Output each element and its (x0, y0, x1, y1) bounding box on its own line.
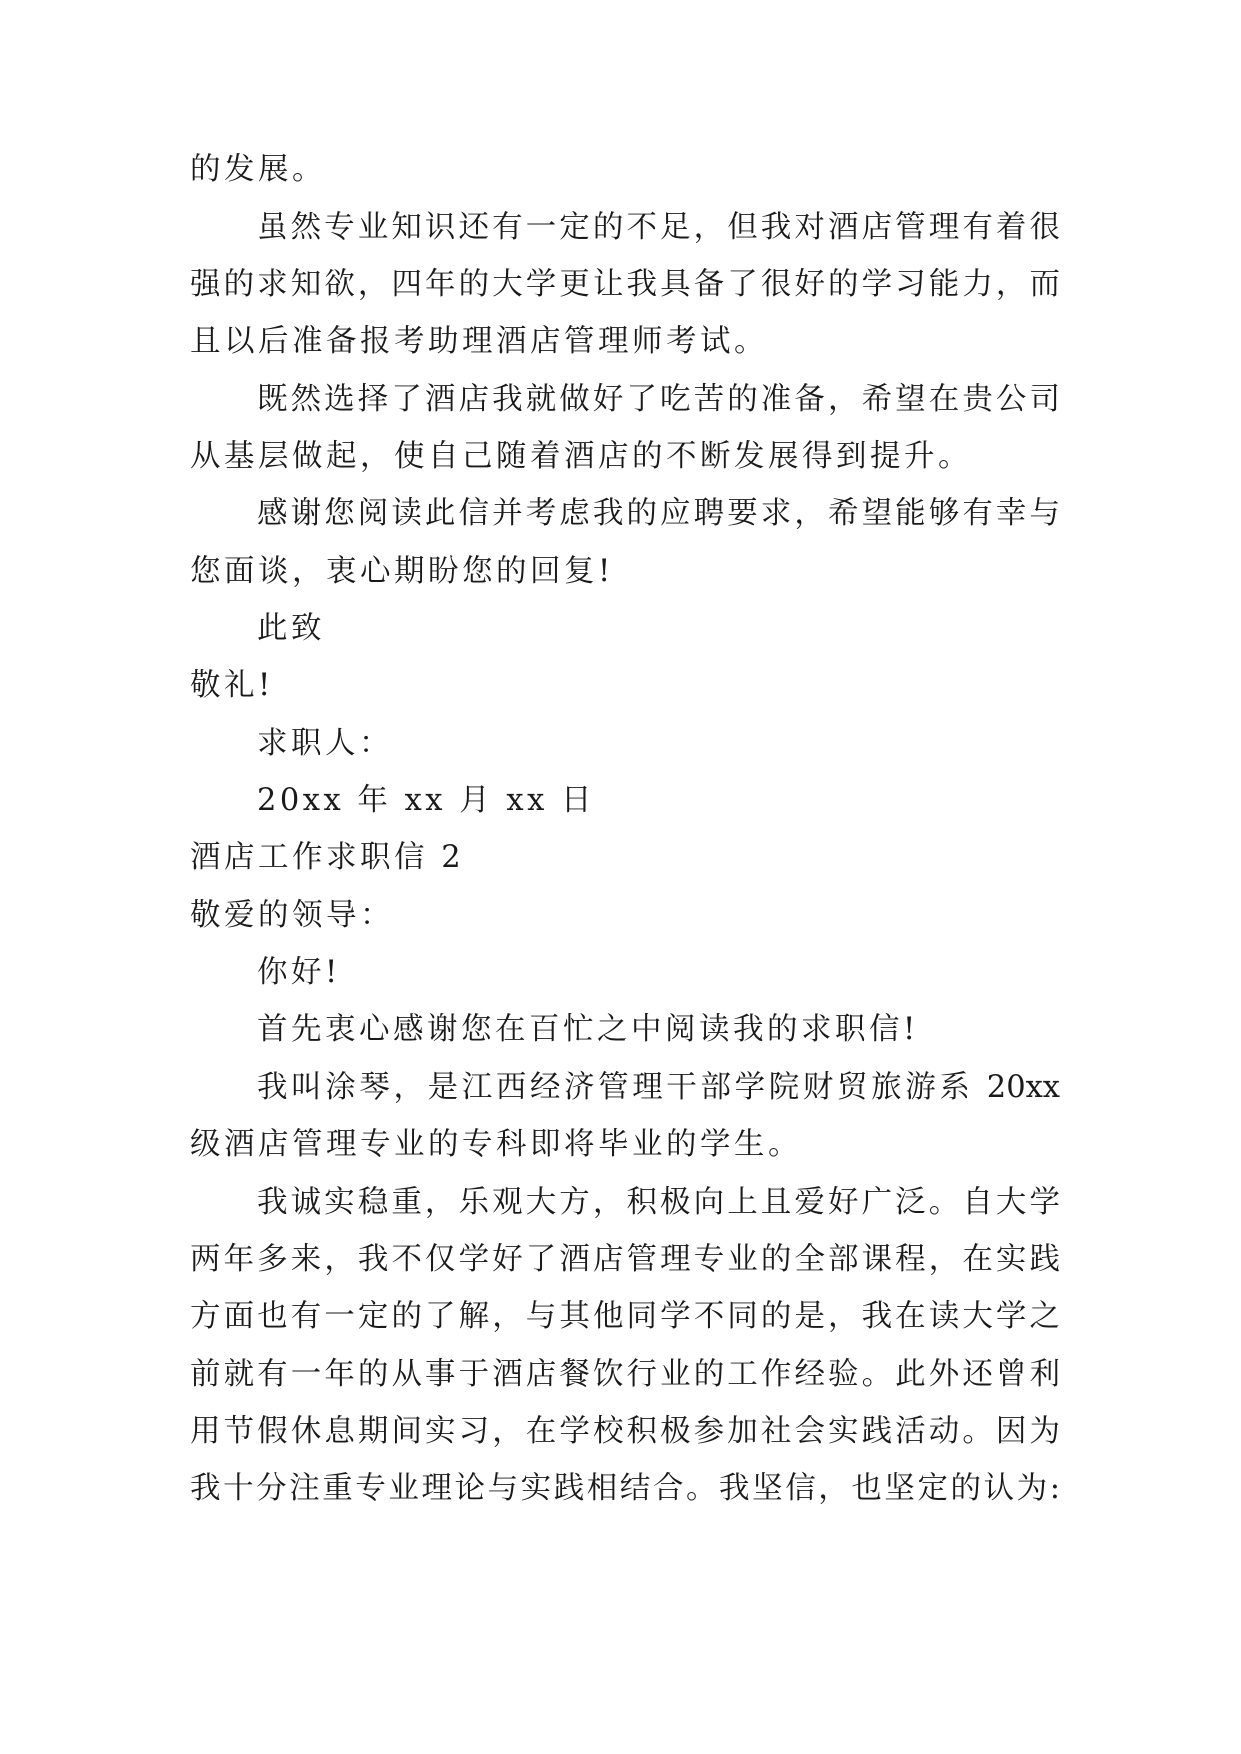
signature-label: 求职人： (257, 726, 393, 761)
paragraph-line: 方面也有一定的了解，与其他同学不同的是，我在读大学之 (190, 1299, 1060, 1334)
date-line: 20xx 年 xx 月 xx 日 (257, 783, 595, 818)
paragraph-line: 我诚实稳重，乐观大方，积极向上且爱好广泛。自大学 (257, 1185, 1060, 1220)
paragraph-line: 从基层做起，使自己随着酒店的不断发展得到提升。 (190, 439, 972, 474)
paragraph-line: 您面谈，衷心期盼您的回复! (190, 554, 614, 589)
closing-regards: 敬礼! (190, 668, 274, 703)
paragraph-line: 既然选择了酒店我就做好了吃苦的准备，希望在贵公司 (257, 382, 1060, 417)
greeting: 敬爱的领导： (190, 898, 394, 933)
paragraph-line: 两年多来，我不仅学好了酒店管理专业的全部课程，在实践 (190, 1242, 1060, 1277)
closing-salutation: 此致 (257, 611, 325, 646)
paragraph-line: 且以后准备报考助理酒店管理师考试。 (190, 324, 768, 359)
text-line: 的发展。 (190, 152, 326, 187)
section-title: 酒店工作求职信 2 (190, 840, 465, 875)
paragraph-line: 级酒店管理专业的专科即将毕业的学生。 (190, 1127, 802, 1162)
paragraph-line: 虽然专业知识还有一定的不足，但我对酒店管理有着很 (257, 210, 1060, 245)
paragraph-line: 首先衷心感谢您在百忙之中阅读我的求职信! (257, 1012, 919, 1047)
paragraph-line: 我叫涂琴，是江西经济管理干部学院财贸旅游系 20xx (257, 1070, 1060, 1105)
paragraph-line: 我十分注重专业理论与实践相结合。我坚信，也坚定的认为: (190, 1471, 1060, 1506)
paragraph-line: 强的求知欲，四年的大学更让我具备了很好的学习能力，而 (190, 267, 1060, 302)
paragraph-line: 感谢您阅读此信并考虑我的应聘要求，希望能够有幸与 (257, 496, 1060, 531)
greeting-hello: 你好! (257, 955, 341, 990)
paragraph-line: 前就有一年的从事于酒店餐饮行业的工作经验。此外还曾利 (190, 1357, 1060, 1392)
paragraph-line: 用节假休息期间实习，在学校积极参加社会实践活动。因为 (190, 1414, 1060, 1449)
